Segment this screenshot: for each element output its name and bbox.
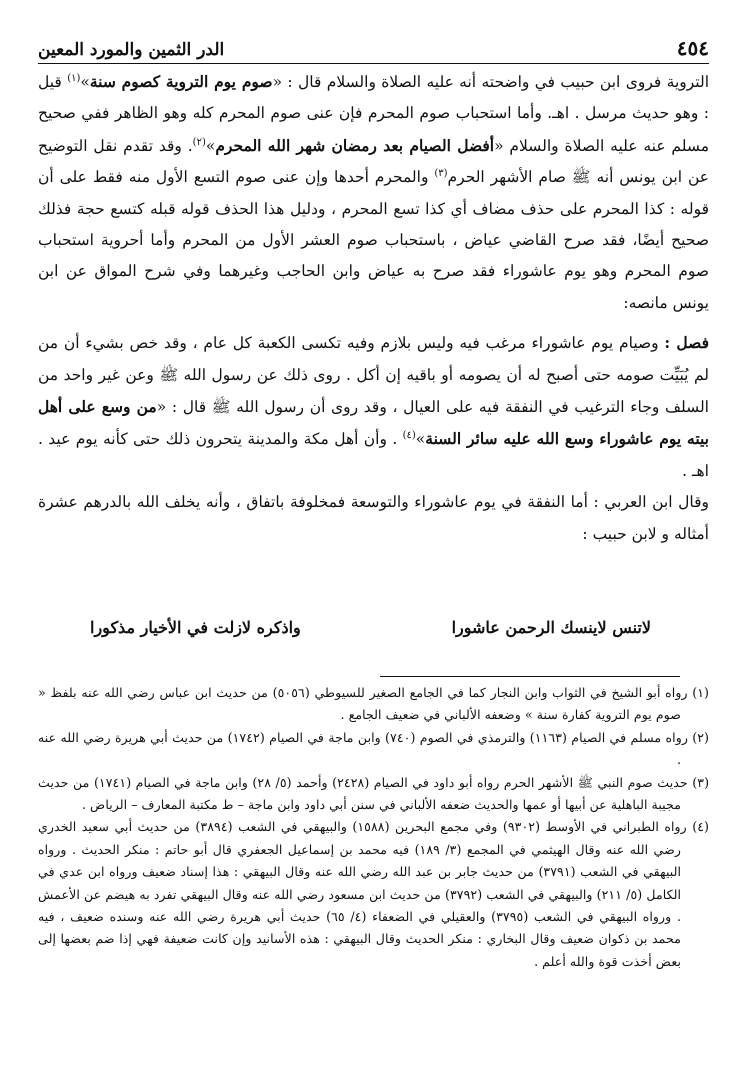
text-run: والمحرم أحدها وإن عنى صوم التسع الأول منه فقط على أن قوله : كذا المحرم على حذف مضاف أي كذا تسع المحرم ، ودليل هذا الحذف قوله قبله كتسع حجة فذلك صحيح أيضًا، فقد صرح القاضي عياض ، باستحباب صوم العشر الأول من المحرم وأما أحروية استحباب صوم المحرم وهو يوم عاشوراء فقد صرح به عياض وابن الحاجب وغيرهما وفي شرح المواق عن ابن يونس مانصه: <box>38 168 709 312</box>
text-run: » <box>415 430 426 449</box>
text-run: » <box>80 73 90 91</box>
hadith-quote: من وسع على أهل بيته يوم عاشوراء وسع الله عليه سائر السنة <box>38 397 709 449</box>
running-title: الدر الثمين والمورد المعين <box>38 40 225 60</box>
main-text <box>38 66 709 550</box>
text-run: قيل : وهو حديث مرسل . اهـ. وأما استحباب صوم المحرم فإن عنى صوم المحرم كله وهو الظاهر ففي صحيح مسلم عنه عليه الصلاة والسلام « <box>38 73 709 155</box>
paragraph-3 <box>38 487 709 550</box>
text-run: وقال ابن العربي : أما النفقة في يوم عاشوراء والتوسعة فمخلوفة باتفاق ، وأنه يخلف الله بالدرهم عشرة أمثاله و لابن حبيب : <box>38 493 709 543</box>
text-run: . وقد تقدم نقل التوضيح عن ابن يونس أنه ﷺ صام الأشهر الحرم <box>38 136 709 187</box>
footnote-ref-3: (٣) <box>434 168 448 180</box>
footnote-ref-1: (١) <box>67 72 81 84</box>
poem-hemistich-2: واذكره لازلت في الأخيار مذكورا <box>90 618 301 637</box>
footnote-4: (٤) رواه الطبراني في الأوسط (٩٣٠٢) وفي مجمع البحرين (١٥٨٨) والبيهقي في الشعب (٣٨٩٤) من حديث أبي سعيد الخدري رضي الله عنه وقال الهيثمي في المجمع (٣/ ١٨٩) فيه محمد بن إسماعيل الجعفري قال أبو حاتم : منكر الحديث . ورواه البيهقي في الشعب (٣٧٩١) من حديث جابر بن عبد الله رضي الله عنه وقال البيهقي : هذا إسناد ضعيف ورواه ابن عدي في الكامل (٥/ ٢١١) والبيهقي في الشعب (٣٧٩٢) من حديث ابن مسعود رضي الله عنه وقال البيهقي تفرد به هيضم عن الأعمش . ورواه البيهقي في الشعب (٣٧٩٥) والعقيلي في الضعفاء (٤/ ٦٥) حديث أبي هريرة رضي الله عنه وسنده ضعيف ، فيه محمد بن ذكوان ضعيف وقال البخاري : منكر الحديث وقال البيهقي : هذه الأسانيد وإن كانت ضعيفة فهي إذا ضم بعضها إلى بعض أخذت قوة والله أعلم . <box>38 819 709 969</box>
text-run: وصيام يوم عاشوراء مرغب فيه وليس بلازم وفيه تكسى الكعبة كل عام ، وقد خص بشيء أن من لم يُبَيِّت صومه حتى أصبح له أن يصومه أو باقيه إن أكل . روى ذلك عن رسول الله ﷺ وعن غير واحد من السلف وجاء الترغيب في النفقة فيه على العيال ، وقد روى أن رسول الله ﷺ قال : « <box>38 334 709 417</box>
section-label: فصل : <box>664 333 709 353</box>
poem-hemistich-1: لاتنس لاينسك الرحمن عاشورا <box>451 618 651 637</box>
hadith-quote: أفضل الصيام بعد رمضان شهر الله المحرم <box>215 135 495 155</box>
footnote-divider <box>380 676 680 677</box>
text-run: . وأن أهل مكة والمدينة يتحرون ذلك حتى كأنه يوم عيد . اهـ . <box>38 430 709 480</box>
paragraph-1 <box>38 66 709 319</box>
footnotes <box>38 682 709 973</box>
paragraph-2 <box>38 327 709 487</box>
text-run: التروية فروى ابن حبيب في واضحته أنه عليه الصلاة والسلام قال : « <box>272 73 709 91</box>
poem-verse <box>90 618 651 637</box>
text-run: » <box>205 136 216 155</box>
footnote-3: (٣) حديث صوم النبي ﷺ الأشهر الحرم رواه أبو داود في الصيام (٢٤٢٨) وأحمد (٥/ ٢٨) وابن ماجة في الصيام (١٧٤١) من حديث مجيبة الباهلية عن أبيها أو عمها والحديث ضعفه الألباني في سنن أبي داود وابن ماجة – ط مكتبة المعارف – الرياض . <box>38 774 710 813</box>
footnote-2: (٢) رواه مسلم في الصيام (١١٦٣) والترمذي في الصوم (٧٤٠) وابن ماجة في الصيام (١٧٤٢) من حديث أبي هريرة رضي الله عنه . <box>38 729 709 768</box>
footnote-1: (١) رواه أبو الشيخ في الثواب وابن النجار كما في الجامع الصغير للسيوطي (٥٠٥٦) من حديث ابن عباس رضي الله عنه بلفظ « صوم يوم التروية كفارة سنة » وضعفه الألباني في ضعيف الجامع . <box>38 685 709 723</box>
page-number: ٤٥٤ <box>676 36 709 60</box>
footnote-ref-2: (٢) <box>192 136 206 148</box>
footnote-ref-4: (٤) <box>402 430 416 442</box>
page-header <box>38 30 709 64</box>
hadith-quote: صوم يوم التروية كصوم سنة <box>89 72 273 91</box>
